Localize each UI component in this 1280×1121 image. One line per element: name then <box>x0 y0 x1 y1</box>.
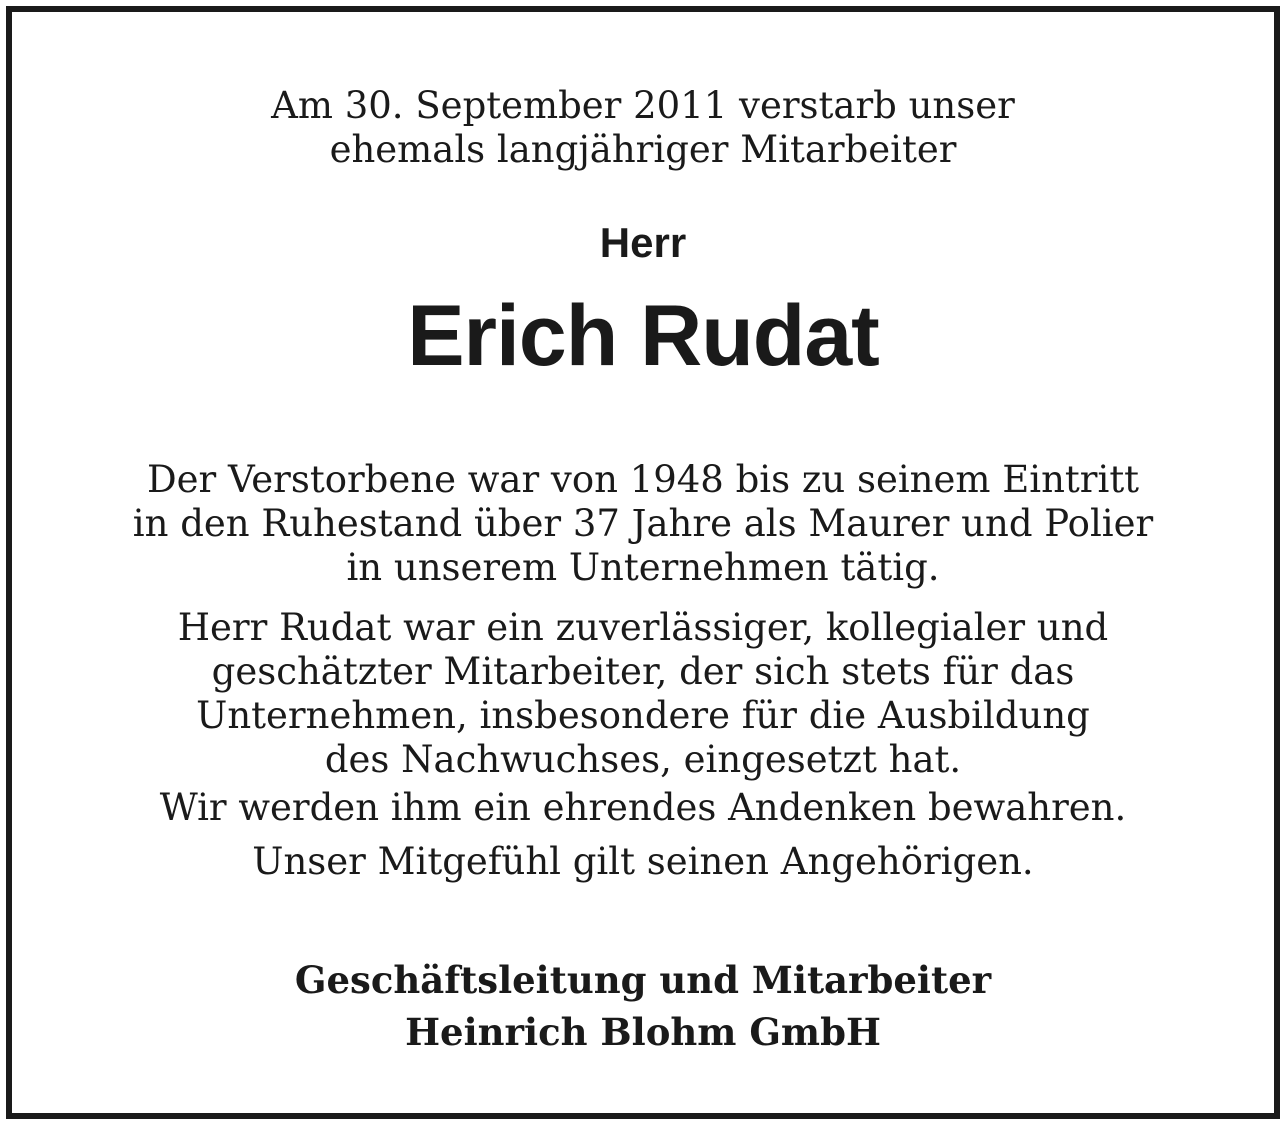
signature-line: Geschäftsleitung und Mitarbeiter <box>294 958 992 1002</box>
signature <box>12 954 1274 1058</box>
tribute-paragraph <box>12 606 1274 782</box>
deceased-name: Erich Rudat <box>407 288 879 384</box>
text-line: in unserem Unternehmen tätig. <box>346 546 940 589</box>
career-paragraph <box>12 458 1274 590</box>
remembrance-line: Wir werden ihm ein ehrendes Andenken bewahren. <box>159 786 1127 829</box>
text-line: in den Ruhestand über 37 Jahre als Maurer und Polier <box>132 502 1154 545</box>
obituary-notice <box>6 6 1280 1119</box>
text-line: Herr Rudat war ein zuverlässiger, kollegialer und <box>177 606 1109 649</box>
intro-text <box>12 84 1274 172</box>
intro-line: ehemals langjähriger Mitarbeiter <box>329 128 957 171</box>
salutation: Herr <box>599 219 687 266</box>
text-line: geschätzter Mitarbeiter, der sich stets für das <box>211 650 1075 693</box>
intro-line: Am 30. September 2011 verstarb unser <box>271 84 1015 127</box>
text-line: Der Verstorbene war von 1948 bis zu seinem Eintritt <box>146 458 1140 501</box>
company-name: Heinrich Blohm GmbH <box>405 1010 881 1054</box>
condolence-line: Unser Mitgefühl gilt seinen Angehörigen. <box>252 840 1034 883</box>
text-line: des Nachwuchses, eingesetzt hat. <box>324 738 962 781</box>
text-line: Unternehmen, insbesondere für die Ausbildung <box>196 694 1090 737</box>
